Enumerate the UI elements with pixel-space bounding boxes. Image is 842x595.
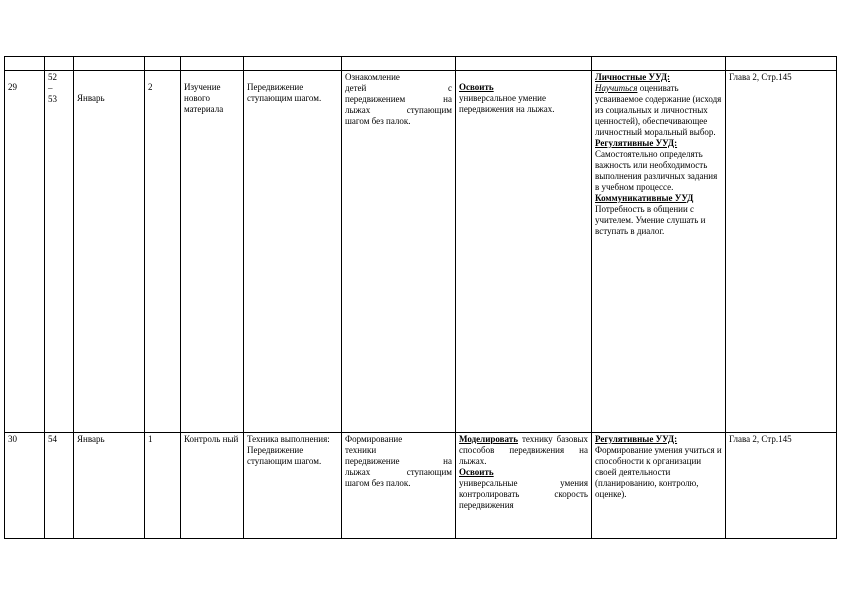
activity-cell — [456, 71, 592, 433]
month-cell: Январь — [74, 433, 145, 539]
header-cell — [45, 57, 74, 71]
content-line: детей с — [345, 83, 452, 93]
regulatory-uud-text: Формирование умения учиться и способности к организации своей деятельности (планированию, контролю, оценке). — [595, 445, 722, 499]
content-line: Ознакомление — [345, 72, 400, 82]
lesson-number-dash: – — [48, 83, 53, 93]
regulatory-uud-label: Регулятивные УУД: — [595, 138, 678, 148]
header-cell — [244, 57, 342, 71]
activity-label: Освоить — [459, 82, 494, 92]
header-cell — [592, 57, 726, 71]
uud-cell — [592, 71, 726, 433]
row-number: 29 — [5, 71, 45, 433]
topic-cell: Передвижение ступающим шагом. — [244, 71, 342, 433]
lesson-number: 53 — [48, 94, 57, 104]
content-line: передвижением на — [345, 94, 452, 104]
table-header-row — [5, 57, 837, 71]
content-line: лыжах ступающим — [345, 105, 452, 115]
header-cell — [145, 57, 181, 71]
personal-uud-label: Личностные УУД: — [595, 72, 671, 82]
header-cell — [456, 57, 592, 71]
activity-model-text: технику базовых способов передвижения на лыжах. — [459, 434, 588, 466]
content-line: передвижение на — [345, 456, 452, 466]
activity-text: универсальные умения контролировать скорость передвижения — [459, 478, 588, 510]
header-cell — [342, 57, 456, 71]
topic-cell: Техника выполнения: Передвижение ступающим шагом. — [244, 433, 342, 539]
uud-cell — [592, 433, 726, 539]
content-line: лыжах ступающим — [345, 467, 452, 477]
lesson-type-cell: Контроль ный — [181, 433, 244, 539]
lesson-numbers — [45, 433, 74, 539]
personal-uud-text: оценивать усваиваемое содержание (исходя из социальных и личностных ценностей), обеспечивающее личностный моральный выбор. — [595, 83, 722, 137]
header-cell — [181, 57, 244, 71]
hours-cell: 2 — [145, 71, 181, 433]
activity-label: Освоить — [459, 467, 494, 477]
lesson-type-cell: Изучение нового материала — [181, 71, 244, 433]
communicative-uud-text: Потребность в общении с учителем. Умение слушать и вступать в диалог. — [595, 204, 706, 236]
personal-uud-lead: Научиться — [595, 83, 638, 93]
activity-cell — [456, 433, 592, 539]
lesson-plan-table — [4, 56, 837, 539]
month-cell: Январь — [74, 71, 145, 433]
content-line: Формирование — [345, 434, 403, 444]
table-row — [5, 71, 837, 433]
content-line: шагом без палок. — [345, 116, 411, 126]
table-row — [5, 433, 837, 539]
lesson-number: 54 — [48, 434, 57, 444]
content-line: шагом без палок. — [345, 478, 411, 488]
lesson-numbers — [45, 71, 74, 433]
regulatory-uud-text: Самостоятельно определять важность или необходимость выполнения различных задания в учебном процессе. — [595, 149, 718, 192]
content-cell — [342, 433, 456, 539]
header-cell — [726, 57, 837, 71]
regulatory-uud-label: Регулятивные УУД: — [595, 434, 678, 444]
hours-cell: 1 — [145, 433, 181, 539]
content-cell — [342, 71, 456, 433]
activity-model-label: Моделировать — [459, 434, 518, 444]
header-cell — [5, 57, 45, 71]
lesson-number: 52 — [48, 72, 57, 82]
activity-text: универсальное умение передвижения на лыжах. — [459, 93, 555, 114]
header-cell — [74, 57, 145, 71]
row-number: 30 — [5, 433, 45, 539]
reference-cell: Глава 2, Стр.145 — [726, 433, 837, 539]
communicative-uud-label: Коммуникативные УУД — [595, 193, 694, 203]
content-line: техники — [345, 445, 377, 455]
reference-cell: Глава 2, Стр.145 — [726, 71, 837, 433]
